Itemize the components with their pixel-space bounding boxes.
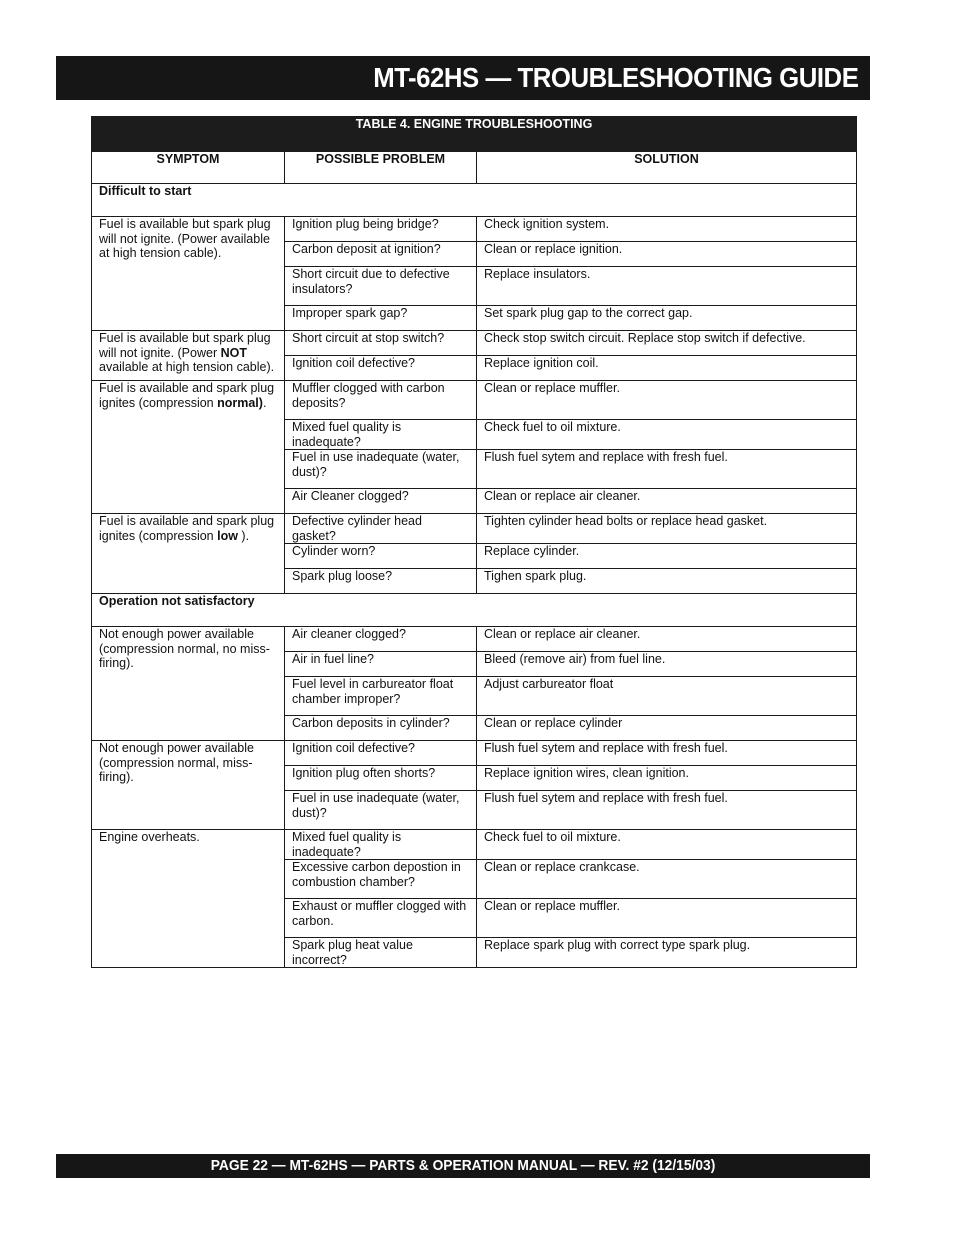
page-title: MT-62HS — TROUBLESHOOTING GUIDE	[372, 62, 858, 93]
problem-cell: Carbon deposits in cylinder?	[285, 716, 477, 741]
solution-cell: Bleed (remove air) from fuel line.	[477, 652, 857, 677]
problem-cell: Spark plug loose?	[285, 569, 477, 594]
column-header-solution: SOLUTION	[477, 152, 857, 184]
problem-cell: Spark plug heat value incorrect?	[285, 938, 477, 968]
problem-cell: Air in fuel line?	[285, 652, 477, 677]
solution-cell: Clean or replace air cleaner.	[477, 489, 857, 514]
column-header-symptom: SYMPTOM	[92, 152, 285, 184]
solution-cell: Replace ignition wires, clean ignition.	[477, 766, 857, 791]
section-operation-not-satisfactory: Operation not satisfactory	[92, 594, 857, 627]
problem-cell: Fuel in use inadequate (water, dust)?	[285, 450, 477, 489]
symptom-cell	[92, 381, 285, 514]
problem-cell: Muffler clogged with carbon deposits?	[285, 381, 477, 420]
symptom-emphasis: normal)	[217, 395, 263, 410]
symptom-cell: Not enough power available (compression normal, no miss-firing).	[92, 627, 285, 741]
solution-cell: Check fuel to oil mixture.	[477, 420, 857, 450]
table-row	[92, 217, 857, 242]
page-title-bar	[56, 56, 870, 100]
solution-cell: Clean or replace muffler.	[477, 899, 857, 938]
problem-cell: Ignition plug often shorts?	[285, 766, 477, 791]
solution-cell: Flush fuel sytem and replace with fresh fuel.	[477, 450, 857, 489]
solution-cell: Clean or replace muffler.	[477, 381, 857, 420]
table-row	[92, 381, 857, 420]
problem-cell: Air Cleaner clogged?	[285, 489, 477, 514]
solution-cell: Replace insulators.	[477, 267, 857, 306]
symptom-text: ).	[237, 528, 250, 543]
column-header-possible-problem: POSSIBLE PROBLEM	[285, 152, 477, 184]
symptom-text: available at high tension cable).	[99, 360, 275, 374]
problem-cell: Exhaust or muffler clogged with carbon.	[285, 899, 477, 938]
solution-cell: Tighen spark plug.	[477, 569, 857, 594]
solution-cell: Clean or replace cylinder	[477, 716, 857, 741]
solution-cell: Replace spark plug with correct type spark plug.	[477, 938, 857, 968]
problem-cell: Mixed fuel quality is inadequate?	[285, 420, 477, 450]
table-caption-row	[92, 117, 857, 152]
symptom-emphasis: NOT	[220, 345, 247, 360]
symptom-text: Fuel is available but spark plug will not ignite. (Power	[99, 331, 271, 360]
symptom-text: Fuel is available and spark plug ignites (compression	[99, 514, 275, 543]
problem-cell: Carbon deposit at ignition?	[285, 242, 477, 267]
problem-cell: Air cleaner clogged?	[285, 627, 477, 652]
problem-cell: Excessive carbon depostion in combustion chamber?	[285, 860, 477, 899]
problem-cell: Mixed fuel quality is inadequate?	[285, 830, 477, 860]
solution-cell: Check stop switch circuit. Replace stop switch if defective.	[477, 331, 857, 356]
table-header-row	[92, 152, 857, 184]
solution-cell: Clean or replace air cleaner.	[477, 627, 857, 652]
symptom-cell	[92, 514, 285, 594]
symptom-emphasis: low	[217, 528, 238, 543]
table-row	[92, 627, 857, 652]
solution-cell: Replace ignition coil.	[477, 356, 857, 381]
solution-cell: Tighten cylinder head bolts or replace head gasket.	[477, 514, 857, 544]
symptom-text: Fuel is available and spark plug ignites (compression	[99, 381, 275, 410]
problem-cell: Ignition coil defective?	[285, 356, 477, 381]
table-row	[92, 331, 857, 356]
symptom-cell	[92, 331, 285, 381]
table-row	[92, 514, 857, 544]
solution-cell: Check fuel to oil mixture.	[477, 830, 857, 860]
section-row	[92, 594, 857, 627]
footer-bar	[56, 1154, 870, 1178]
symptom-cell: Not enough power available (compression normal, miss-firing).	[92, 741, 285, 830]
symptom-cell: Engine overheats.	[92, 830, 285, 968]
solution-cell: Set spark plug gap to the correct gap.	[477, 306, 857, 331]
section-difficult-to-start: Difficult to start	[92, 184, 857, 217]
solution-cell: Check ignition system.	[477, 217, 857, 242]
problem-cell: Short circuit at stop switch?	[285, 331, 477, 356]
symptom-cell: Fuel is available but spark plug will not ignite. (Power available at high tension cable).	[92, 217, 285, 331]
problem-cell: Ignition plug being bridge?	[285, 217, 477, 242]
table-row	[92, 741, 857, 766]
symptom-text: .	[262, 395, 267, 410]
footer-text: PAGE 22 — MT-62HS — PARTS & OPERATION MANUAL — REV. #2 (12/15/03)	[210, 1157, 716, 1174]
problem-cell: Defective cylinder head gasket?	[285, 514, 477, 544]
problem-cell: Fuel in use inadequate (water, dust)?	[285, 791, 477, 830]
solution-cell: Clean or replace ignition.	[477, 242, 857, 267]
problem-cell: Fuel level in carbureator float chamber improper?	[285, 677, 477, 716]
solution-cell: Clean or replace crankcase.	[477, 860, 857, 899]
section-row	[92, 184, 857, 217]
problem-cell: Improper spark gap?	[285, 306, 477, 331]
table-caption: TABLE 4. ENGINE TROUBLESHOOTING	[92, 117, 857, 152]
problem-cell: Short circuit due to defective insulators?	[285, 267, 477, 306]
solution-cell: Replace cylinder.	[477, 544, 857, 569]
problem-cell: Ignition coil defective?	[285, 741, 477, 766]
engine-troubleshooting-table	[91, 116, 857, 968]
solution-cell: Flush fuel sytem and replace with fresh fuel.	[477, 741, 857, 766]
solution-cell: Adjust carbureator float	[477, 677, 857, 716]
table-row	[92, 830, 857, 860]
problem-cell: Cylinder worn?	[285, 544, 477, 569]
solution-cell: Flush fuel sytem and replace with fresh fuel.	[477, 791, 857, 830]
